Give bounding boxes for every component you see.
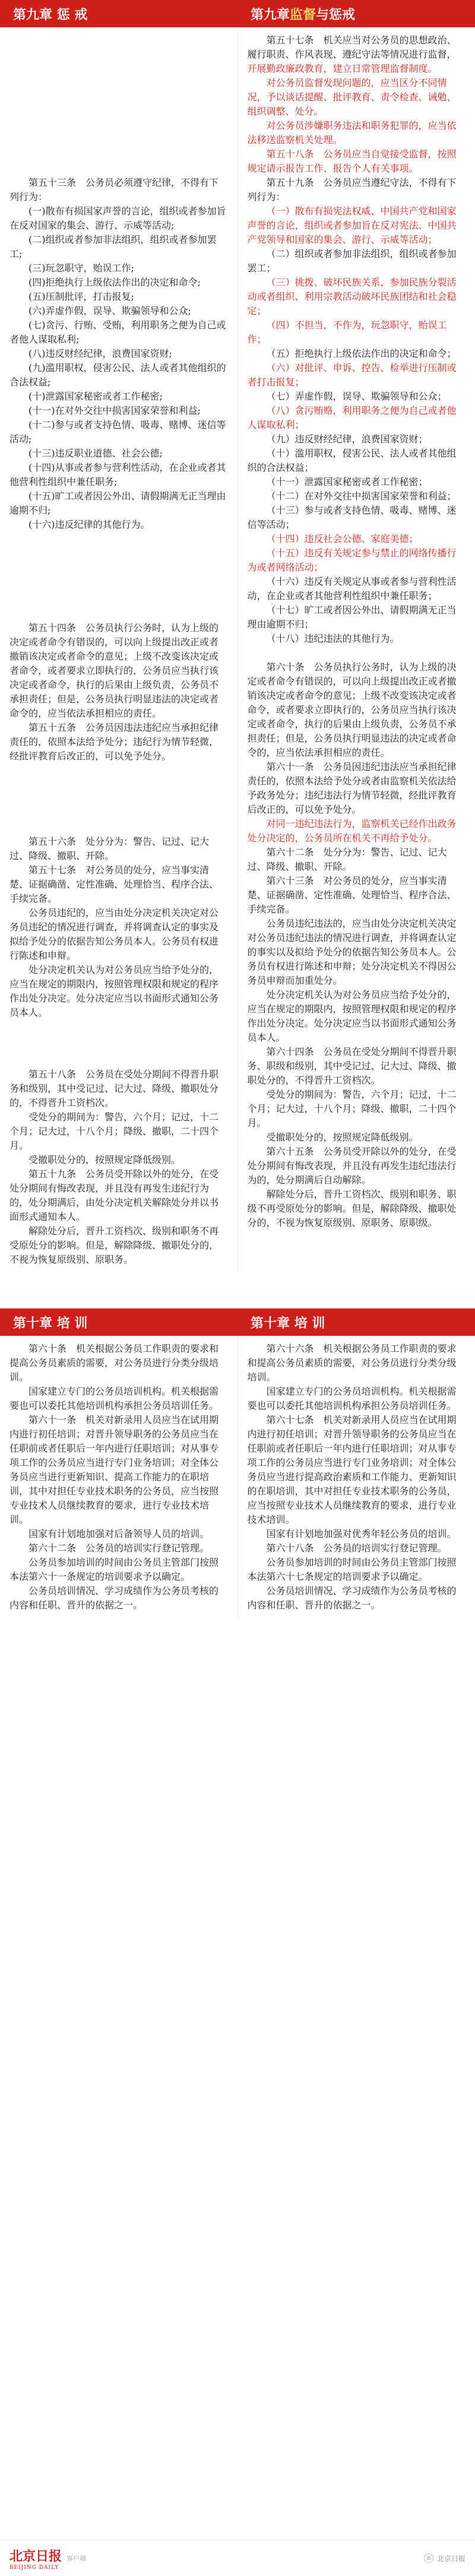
article-59-item: （十一）泄露国家秘密或者工作秘密； bbox=[266, 476, 428, 487]
article-59-item: （一）散布有损宪法权威、中国共产党和国家声誉的言论，组织或者参加旨在反对宪法、中国共产党领导和国家的集会、游行、示威等活动； bbox=[247, 205, 457, 245]
article-53-item: (七)贪污、行贿、受贿，利用职务之便为自己或者他人谋取私利; bbox=[10, 319, 226, 345]
article-61: 第六十一条 公务员因违纪违法应当承担纪律责任的，依照本法给予处分或者由监察机关依法给予政务处分；违纪违法行为情节轻微，经批评教育后改正的，可以免予处分。 bbox=[247, 761, 457, 815]
article-66: 第六十六条 机关根据公务员工作职责的要求和提高公务员素质的需要，对公务员进行分类分级培训。 bbox=[247, 1343, 457, 1383]
article-paragraph: 对公务员涉嫌职务违法和职务犯罪的，应当依法移送监察机关处理。 bbox=[247, 120, 457, 145]
article-57: 第五十七条 对公务员的处分，应当事实清楚、证据确凿、定性准确、处理恰当、程序合法、手续完备。 bbox=[10, 864, 219, 904]
chapter10-right-column bbox=[238, 1336, 475, 1618]
chapter10-banner bbox=[0, 1308, 475, 1336]
source-credit bbox=[424, 2553, 475, 2564]
article-53-item: (十四)从事或者参与营利性活动，在企业或者其他营利性组织中兼任职务; bbox=[10, 462, 226, 487]
article-59-item: （十二）在对外交往中损害国家荣誉和利益； bbox=[266, 490, 457, 502]
article-59-item: （五）拒绝执行上级依法作出的决定和命令； bbox=[266, 348, 457, 359]
article-60-training: 第六十条 机关根据公务员工作职责的要求和提高公务员素质的需要，对公务员进行分类分级培训。 bbox=[10, 1343, 219, 1383]
article-53-item: (六)弄虚作假，误导、欺骗领导和公众; bbox=[28, 305, 191, 316]
article-53-item: (十三)违反职业道德、社会公德; bbox=[28, 448, 163, 459]
chapter10-left-column bbox=[0, 1336, 238, 1618]
article-59b: 解除处分后，晋升工资档次、级别和职务不再受原处分的影响。但是，解除降级、撤职处分的，不视为恢复原级别、原职务。 bbox=[10, 1225, 219, 1265]
article-64c: 受撤职处分的，按照规定降低级别。 bbox=[266, 1132, 419, 1143]
article-paragraph: 第五十七条 机关应当对公务员的思想政治、履行职责、作风表现、遵纪守法等情况进行监督，开展勤政廉政教育，建立日常管理监督制度。 bbox=[247, 34, 457, 74]
article-53-item: (九)滥用职权，侵害公民、法人或者其他组织的合法权益; bbox=[10, 362, 226, 388]
source-text: 北京日报 bbox=[436, 2554, 466, 2563]
client-label: 客户端 bbox=[66, 2555, 87, 2562]
article-68: 第六十八条 公务员的培训实行登记管理。 bbox=[266, 1542, 447, 1554]
chapter10-body bbox=[0, 1336, 475, 1618]
article-paragraph: 对公务员监督发现问题的，应当区分不同情况，予以谈话提醒、批评教育、责令检查、诫勉、组织调整、处分。 bbox=[247, 77, 457, 117]
article-63b: 公务员违纪违法的，应当由处分决定机关决定对公务员违纪违法的情况进行调查，并将调查认定的事实以及拟给予处分的依据告知公务员本人。公务员有权进行陈述和申辩；处分决定机关不得因公务员申辩而加重处分。 bbox=[247, 918, 457, 986]
chapter9-right-column bbox=[238, 27, 475, 1273]
article-59-item: （二）组织或者参加非法组织，组织或者参加罢工； bbox=[247, 248, 457, 274]
article-59-item: （十六）违反有关规定从事或者参与营利性活动，在企业或者其他营利性组织中兼任职务； bbox=[247, 576, 457, 601]
chapter9-left-column bbox=[0, 27, 238, 1273]
article-paragraph: 第五十九条 公务员应当遵纪守法，不得有下列行为： bbox=[247, 177, 457, 202]
logo-text: 北京日报 bbox=[10, 2549, 62, 2564]
article-53-item: (五)压制批评，打击报复; bbox=[28, 291, 134, 302]
article-67: 第六十七条 机关对新录用人员应当在试用期内进行初任培训；对晋升领导职务的公务员应当在任职前或者任职后一年内进行任职培训；对从事专项工作的公务员应当进行专门业务培训；对全体公务员应当进行提高政治素质和工作能力、更新知识的在职培训，其中对担任专业技术职务的公务员，应当按照专业技术人员继续教育的要求，进行专业技术培训。 bbox=[247, 1414, 457, 1525]
article-53-item: (三)玩忽职守，贻误工作; bbox=[28, 262, 134, 274]
article-59-item: （八）贪污贿赂，利用职务之便为自己或者他人谋取私利； bbox=[247, 405, 457, 430]
beijing-daily-logo[interactable] bbox=[0, 2546, 86, 2571]
article-62: 第六十二条 处分分为：警告、记过、记大过、降级、撤职、开除。 bbox=[247, 847, 447, 872]
article-59-item: （七）弄虚作假，误导、欺骗领导和公众； bbox=[266, 391, 447, 402]
article-63: 第六十三条 对公务员的处分，应当事实清楚、证据确凿、定性准确、处理恰当、程序合法、手续完备。 bbox=[247, 875, 457, 915]
article-59-item: （十三）参与或者支持色情、吸毒、赌博、迷信等活动； bbox=[247, 505, 457, 530]
article-59-item: （六）对批评、申诉、控告、检举进行压制或者打击报复； bbox=[247, 362, 457, 388]
article-64b: 受处分的期间为：警告，六个月；记过，十二个月；记大过，十八个月；降级、撤职，二十四个月。 bbox=[247, 1089, 457, 1129]
article-62b-training: 公务员参加培训的时间由公务员主管部门按照本法第六十一条规定的培训要求予以确定。 bbox=[10, 1557, 219, 1582]
article-55: 第五十五条 公务员因违法违纪应当承担纪律责任的，依照本法给予处分；违纪行为情节轻微，经批评教育后改正的，可以免予处分。 bbox=[10, 722, 219, 762]
article-53-head: 第五十三条 公务员必须遵守纪律，不得有下列行为： bbox=[10, 177, 219, 202]
article-57b: 公务员违纪的，应当由处分决定机关决定对公务员违纪的情况进行调查，并将调查认定的事实及拟给予处分的依据告知公务员本人。公务员有权进行陈述和申辩。 bbox=[10, 907, 219, 961]
articles-57-59-head bbox=[248, 33, 466, 204]
chapter10-left-title: 第十章 培 训 bbox=[13, 1316, 88, 1331]
article-57c: 处分决定机关认为对公务员应当给予处分的，应当在规定的期限内，按照管理权限和规定的程序作出处分决定。处分决定应当以书面形式通知公务员本人。 bbox=[10, 964, 219, 1018]
article-53-item: (二)组织或者参加非法组织，组织或者参加罢工; bbox=[10, 234, 217, 259]
footer-bar bbox=[0, 2540, 475, 2576]
article-60b-training: 国家建立专门的公务员培训机构。机关根据需要也可以委托其他培训机构承担公务员培训任务。 bbox=[10, 1386, 219, 1411]
article-59-item: （三）挑拨、破坏民族关系，参加民族分裂活动或者组织、利用宗教活动破坏民族团结和社会稳定； bbox=[247, 277, 457, 316]
article-65: 第六十五条 公务员受开除以外的处分，在受处分期间有悔改表现，并且没有再发生违纪违法行为的，处分期满后自动解除。 bbox=[247, 1146, 457, 1186]
article-65b: 解除处分后，晋升工资档次、级别和职务、职级不再受原处分的影响。但是，解除降级、撤职处分的，不视为恢复原级别、原职务、原职级。 bbox=[247, 1189, 457, 1228]
article-62-training: 第六十二条 公务员的培训实行登记管理。 bbox=[28, 1542, 210, 1554]
article-paragraph: 第五十八条 公务员应当自觉接受监督，按照规定请示报告工作、报告个人有关事项。 bbox=[247, 148, 457, 174]
logo-subtitle: BEIJING DAILY bbox=[10, 2564, 59, 2571]
watermark-icon: ◎ bbox=[424, 2553, 433, 2563]
article-59-item: （十四）违反社会公德、家庭美德； bbox=[266, 533, 419, 544]
article-53-item: (十)泄露国家秘密或者工作秘密; bbox=[28, 391, 163, 402]
article-61b-training: 国家有计划地加强对后备领导人员的培训。 bbox=[28, 1528, 210, 1539]
article-61-training: 第六十一条 机关对新录用人员应当在试用期内进行初任培训；对晋升领导职务的公务员应当在任职前或者任职后一年内进行任职培训；对从事专项工作的公务员应当进行专门业务培训；对全体公务员应当进行更新知识、提高工作能力的在职培训，其中对担任专业技术职务的公务员，应当按照专业技术人员继续教育的要求，进行专业技术培训。 bbox=[10, 1414, 219, 1525]
chapter9-right-title: 第九章 监督 与惩戒 bbox=[251, 7, 356, 23]
article-68b: 公务员参加培训的时间由公务员主管部门按照本法第六十七条规定的培训要求予以确定。 bbox=[247, 1557, 457, 1582]
article-59-item: （四）不担当，不作为，玩忽职守，贻误工作； bbox=[247, 319, 447, 345]
article-59-item: （九）违反财经纪律，浪费国家资财； bbox=[266, 433, 428, 445]
article-63c: 处分决定机关认为对公务员应当给予处分的，应当在规定的期限内，按照管理权限和规定的程序作出处分决定。处分决定应当以书面形式通知公务员本人。 bbox=[247, 989, 457, 1043]
article-53-item: (十五)旷工或者因公外出、请假期满无正当理由逾期不归; bbox=[10, 490, 226, 516]
article-59-item: （十五）违反有关规定参与禁止的网络传播行为或者网络活动； bbox=[247, 547, 457, 573]
article-64: 第六十四条 公务员在受处分期间不得晋升职务、职级和级别，其中受记过、记大过、降级、撤职处分的，不得晋升工资档次。 bbox=[247, 1046, 457, 1086]
article-58c: 受撤职处分的，按照规定降低级别。 bbox=[28, 1154, 181, 1165]
article-53-items bbox=[10, 204, 228, 532]
article-67b: 国家有计划地加强对优秀年轻公务员的培训。 bbox=[266, 1528, 457, 1539]
article-59: 第五十九条 公务员受开除以外的处分，在受处分期间有悔改表现，并且没有再发生违纪行为的，处分期满后，由处分决定机关解除处分并以书面形式通知本人。 bbox=[10, 1168, 219, 1222]
article-54: 第五十四条 公务员执行公务时，认为上级的决定或者命令有错误的，可以向上级提出改正或者撤销该决定或者命令的意见；上级不改变该决定或者命令，或者要求立即执行的，公务员应当执行该决定或者命令，执行的后果由上级负责，公务员不承担责任；但是，公务员执行明显违法的决定或者命令的，应当依法承担相应的责任。 bbox=[10, 622, 219, 719]
article-62c-training: 公务员培训情况、学习成绩作为公务员考核的内容和任职、晋升的依据之一。 bbox=[10, 1585, 219, 1611]
article-61-note: 对同一违纪违法行为，监察机关已经作出政务处分决定的，公务员所在机关不再给予处分。 bbox=[247, 818, 457, 844]
article-59-item: （十八）违纪违法的其他行为。 bbox=[266, 633, 400, 644]
chapter9-left-title: 第九章 惩 戒 bbox=[13, 7, 88, 23]
article-53-item: (八)违反财经纪律，浪费国家资财; bbox=[28, 348, 172, 359]
article-59-item: （十七）旷工或者因公外出、请假期满无正当理由逾期不归； bbox=[247, 604, 457, 630]
article-60: 第六十条 公务员执行公务时，认为上级的决定或者命令有错误的，可以向上级提出改正或者撤销该决定或者命令的意见；上级不改变该决定或者命令，或者要求立即执行的，公务员应当执行该决定或者命令，执行的后果由上级负责，公务员不承担责任；但是，公务员执行明显违法的决定或者命令的，应当依法承担相应的责任。 bbox=[247, 661, 457, 758]
article-58b: 受处分的期间为：警告，六个月；记过，十二个月；记大过，十八个月；降级、撤职，二十四个月。 bbox=[10, 1111, 219, 1151]
article-53-item: (一)散布有损国家声誉的言论，组织或者参加旨在反对国家的集会、游行、示威等活动; bbox=[10, 205, 226, 231]
article-66b: 国家建立专门的公务员培训机构。机关根据需要也可以委托其他培训机构承担公务员培训任务。 bbox=[247, 1386, 457, 1411]
article-53-item: (十六)违反纪律的其他行为。 bbox=[28, 519, 150, 530]
article-59-item: （十）滥用职权，侵害公民、法人或者其他组织的合法权益； bbox=[247, 448, 457, 473]
article-56: 第五十六条 处分分为：警告、记过、记大过、降级、撤职、开除。 bbox=[10, 836, 210, 861]
article-53-item: (四)拒绝执行上级依法作出的决定和命令; bbox=[28, 277, 201, 288]
article-53-item: (十一)在对外交往中损害国家荣誉和利益; bbox=[28, 405, 201, 416]
chapter10-right-title: 第十章 培 训 bbox=[251, 1316, 325, 1331]
article-68c: 公务员培训情况、学习成绩作为公务员考核的内容和任职、晋升的依据之一。 bbox=[247, 1585, 457, 1611]
article-59-items bbox=[248, 204, 466, 646]
chapter9-body bbox=[0, 27, 475, 1273]
article-58: 第五十八条 公务员在受处分期间不得晋升职务和级别，其中受记过、记大过、降级、撤职处分的，不得晋升工资档次。 bbox=[10, 1069, 219, 1108]
chapter9-banner bbox=[0, 0, 475, 27]
article-53-item: (十二)参与或者支持色情、吸毒、赌博、迷信等活动; bbox=[10, 419, 226, 445]
